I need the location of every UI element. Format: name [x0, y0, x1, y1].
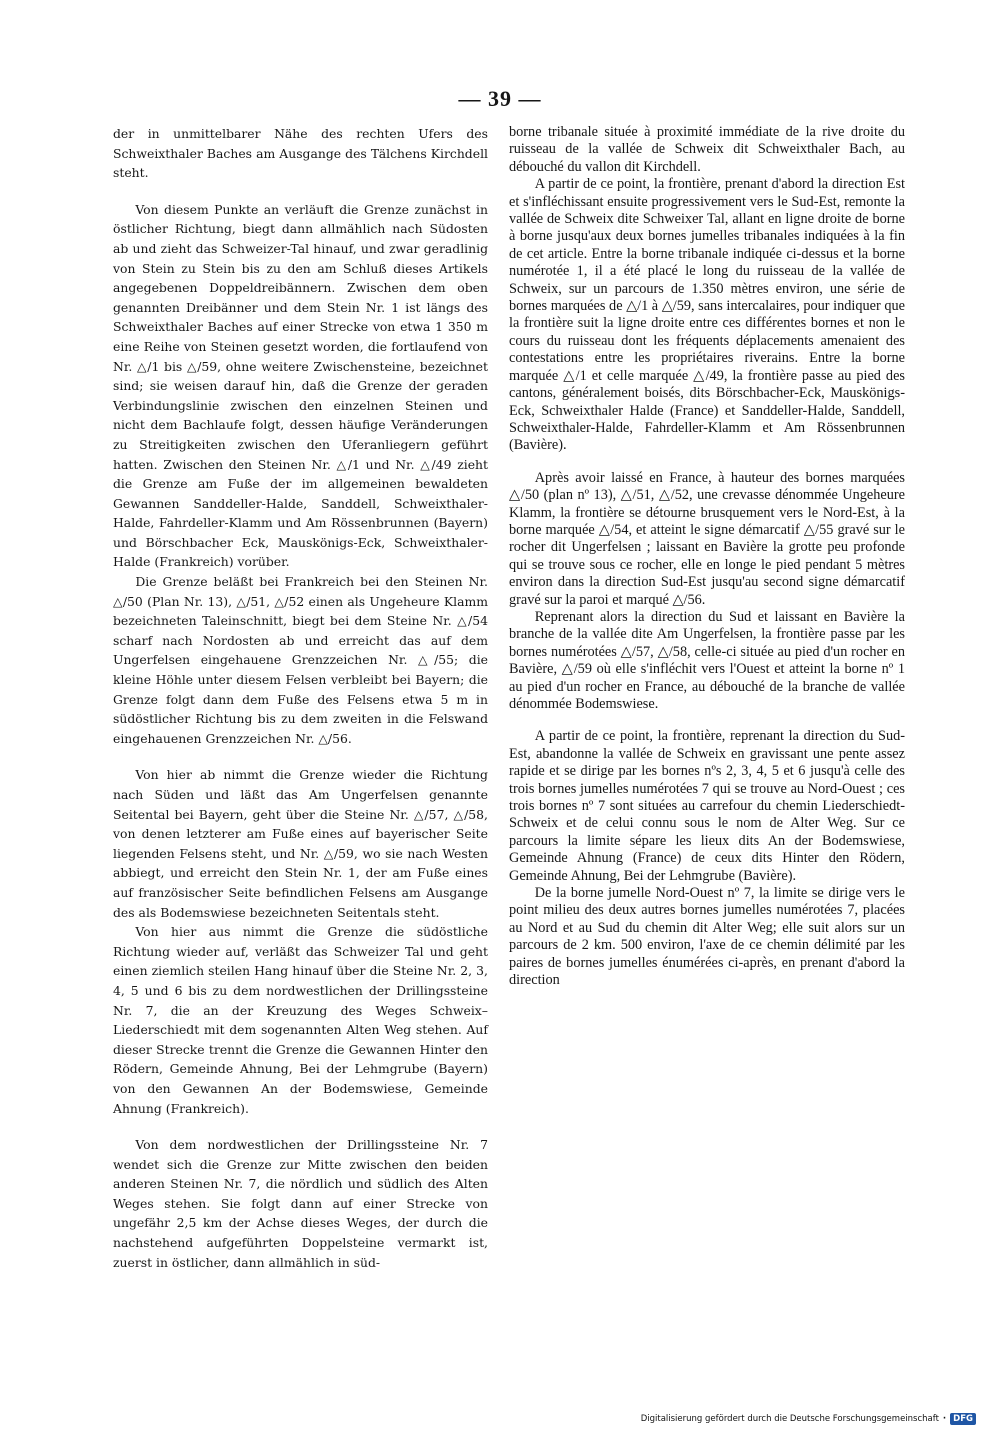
footer-credit: Digitalisierung gefördert durch die Deutsche Forschungsgemeinschaft	[640, 1414, 939, 1424]
french-paragraph-5: A partir de ce point, la frontière, reprenant la direction du Sud-Est, abandonne la vallée de Schweix en gravissant une pente assez rapide et se dirige par les bornes nºs 2, 3, 4, 5 et 6 jusqu'à celle des trois bornes jumelles numérotées 7 qui se trouve au Nord-Ouest ; ces trois bornes nº 7 sont situées au carrefour du chemin Liederschiedt-Schweix et de celui connu sous le nom de Alter Weg. Sur ce parcours la limite sépare les lieux dits An der Bodemswiese, Gemeinde Ahnung (France) de ceux dits Hinter den Rödern, Gemeinde Ahnung, Bei der Lehmgrube (Bavière).	[509, 728, 905, 884]
german-column	[113, 124, 488, 1272]
german-paragraph-4: Von hier ab nimmt die Grenze wieder die Richtung nach Süden und läßt das Am Ungerfelsen genannte Seitental bei Bayern, geht über die Steine Nr. △/57, △/58, von denen letzterer am Fuße eines auf bayerischer Seite liegenden Felsens steht, und Nr. △/59, wo sie nach Westen abbiegt, und erreicht den Stein Nr. 1, der am Fuße eines auf französischer Seite befindlichen Felsens am Ausgange des als Bodemswiese bezeichneten Seitentals steht.	[113, 767, 488, 920]
german-paragraph-6: Von dem nordwestlichen der Drillingssteine Nr. 7 wendet sich die Grenze zur Mitte zwischen den beiden anderen Steinen Nr. 7, die nördlich und südlich des Alten Weges stehen. Sie folgt dann auf einer Strecke von ungefähr 2,5 km der Achse dieses Weges, der durch die nachstehend aufgeführten Doppelsteine vermarkt ist, zuerst in östlicher, dann allmählich in süd-	[113, 1137, 488, 1270]
french-paragraph-2: A partir de ce point, la frontière, prenant d'abord la direction Est et s'infléchissant ensuite progressivement vers le Sud-Est, remonte la vallée de Schweix dite Schweixer Tal, allant en ligne droite de borne à borne jusqu'aux deux bornes jumelles tribanales indiquées à la fin de cet article. Entre la borne tribanale indiquée ci-dessus et la borne numérotée 1, il a été placé le long du ruisseau de la vallée de Schweix, sur un parcours de 1.350 mètres environ, une série de bornes marquées de △/1 à △/59, sans intercalaires, pour indiquer que la frontière suit la ligne droite entre ces différentes bornes et non le cours du ruisseau dont les fréquents déplacements amenaient des contestations entre les propriétaires riverains. Entre la borne marquée △/1 et celle marquée △/49, la frontière passe au pied des cantons, généralement boisés, dits Börschbacher-Eck, Mauskönigs-Eck, Schweixthaler Halde (France) et Sanddeller-Halde, Sanddell, Schweixthaler-Halde, Fahrdeller-Klamm et Am Rössenbrunnen (Bavière).	[509, 176, 905, 454]
german-paragraph-2: Von diesem Punkte an verläuft die Grenze zunächst in östlicher Richtung, biegt dann allmählich nach Südosten ab und zieht das Schweizer-Tal hinauf, und zwar geradlinig von Stein zu Stein bis zu den am Schluß dieses Artikels angegebenen Doppeldreibännern. Zwischen dem oben genannten Dreibänner und dem Stein Nr. 1 ist längs des Schweixthaler Baches auf einer Strecke von etwa 1 350 m eine Reihe von Steinen gesetzt worden, die fortlaufend von Nr. △/1 bis △/59, ohne weitere Zwischensteine, bezeichnet sind; sie weisen darauf hin, daß die Grenze der geraden Verbindungslinie zwischen den einzelnen Steinen und nicht dem Bachlaufe folgt, dessen häufige Veränderungen zu Streitigkeiten zwischen den Uferanliegern geführt hatten. Zwischen den Steinen Nr. △/1 und Nr. △/49 zieht die Grenze am Fuße der im allgemeinen bewaldeten Gewannen Sanddeller-Halde, Sanddell, Schweixthaler-Halde, Fahrdeller-Klamm und Am Rössenbrunnen (Bayern) und Börschbacher Eck, Mauskönigs-Eck, Schweixthaler-Halde (Frankreich) vorüber.	[113, 201, 488, 570]
french-paragraph-1: borne tribanale située à proximité immédiate de la rive droite du ruisseau de la vallée de Schweix dit Schweixthaler Bach, au débouché du vallon dit Kirchdell.	[509, 124, 905, 175]
french-paragraph-3: Après avoir laissé en France, à hauteur des bornes marquées △/50 (plan nº 13), △/51, △/52, une crevasse dénommée Ungeheure Klamm, la frontière se détourne brusquement vers le Nord-Est, à la borne marquée △/54, et atteint le signe démarcatif △/55 gravé sur le rocher dit Ungerfelsen ; laissant en Bavière la grotte peu profonde qui se trouve sous ce rocher, elle en longe le pied pendant 5 mètres environ dans la direction Sud-Est jusqu'au second signe démarcatif gravé sur la paroi et marqué △/56.	[509, 469, 905, 608]
german-paragraph-5: Von hier aus nimmt die Grenze die südöstliche Richtung wieder auf, verläßt das Schweizer Tal und geht einen ziemlich steilen Hang hinauf über die Steine Nr. 2, 3, 4, 5 und 6 bis zu dem nordwestlichen der Drillingssteine Nr. 7, die an der Kreuzung des Weges Schweix–Liederschiedt mit dem sogenannten Alten Weg stehen. Auf dieser Strecke trennt die Grenze die Gewannen Hinter den Rödern, Gemeinde Ahnung, Bei der Lehmgrube (Bayern) von den Gewannen An der Bodemswiese, Gemeinde Ahnung (Frankreich).	[113, 924, 488, 1116]
dfg-logo: DFG	[950, 1413, 976, 1425]
german-paragraph-1: der in unmittelbarer Nähe des rechten Ufers des Schweixthaler Baches am Ausgange des Tälchens Kirchdell steht.	[113, 126, 488, 181]
french-paragraph-6: De la borne jumelle Nord-Ouest nº 7, la limite se dirige vers le point milieu des deux autres bornes jumelles numérotées 7, placées au Nord et au Sud du chemin dit Alter Weg; elle suit alors sur un parcours de 2 km. 500 environ, l'axe de ce chemin délimité par les paires de bornes jumelles énumérées ci-après, en prenant d'abord la direction	[509, 885, 905, 989]
french-column	[509, 124, 905, 990]
page-number: — 39 —	[458, 86, 542, 111]
german-paragraph-3: Die Grenze beläßt bei Frankreich bei den Steinen Nr. △/50 (Plan Nr. 13), △/51, △/52 einen als Ungeheure Klamm bezeichneten Taleinschnitt, biegt bei dem Steine Nr. △/54 scharf nach Nordosten ab und erreicht das auf dem Ungerfelsen eingehauene Grenzzeichen Nr. △/55; die kleine Höhle unter diesem Felsen verbleibt bei Bayern; die Grenze folgt dann dem Fuße des Felsens etwa 5 m in südöstlicher Richtung bis zu dem zweiten in die Felswand eingehauenen Grenzzeichen Nr. △/56.	[113, 574, 488, 746]
digitization-footer	[641, 1413, 976, 1425]
french-paragraph-4: Reprenant alors la direction du Sud et laissant en Bavière la branche de la vallée dite Am Ungerfelsen, la frontière passe par les bornes numérotées △/57, △/58, celle-ci située au pied d'un rocher en Bavière, △/59 où elle s'infléchit vers l'Ouest et atteint la borne nº 1 au pied d'un rocher en France, au débouché de la branche de vallée dénommée Bodemswiese.	[509, 608, 905, 712]
footer-separator: ·	[942, 1414, 947, 1424]
